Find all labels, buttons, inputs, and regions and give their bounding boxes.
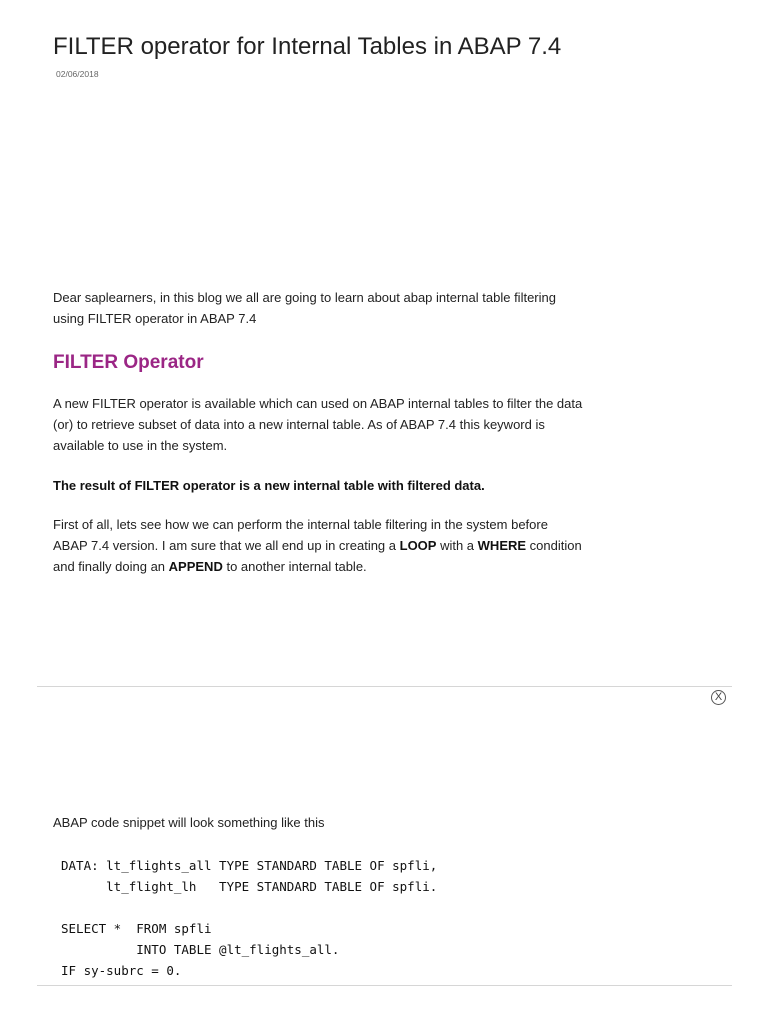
bold-note-text: The result of FILTER operator is a new internal table with filtered data.	[53, 478, 485, 493]
keyword-append: APPEND	[168, 559, 223, 574]
code-line: SELECT * FROM spfli	[61, 921, 212, 936]
description-paragraph: A new FILTER operator is available which can used on ABAP internal tables to filter the data (or) to retrieve subset of data into a new internal table. As of ABAP 7.4 this keyword is available to use in the system.	[53, 396, 583, 453]
post-date: 02/06/2018	[56, 69, 99, 79]
para2-text-2: with a	[436, 538, 478, 553]
keyword-where: WHERE	[477, 538, 527, 553]
code-line: IF sy-subrc = 0.	[61, 963, 182, 978]
page-title: FILTER operator for Internal Tables in ABAP 7.4	[53, 33, 562, 60]
intro-paragraph: Dear saplearners, in this blog we all are going to learn about abap internal table filtering using FILTER operator in ABAP 7.4	[53, 290, 556, 326]
code-snippet	[61, 855, 437, 981]
keyword-loop: LOOP	[399, 538, 437, 553]
ad-close-icon[interactable]: X	[711, 690, 726, 705]
section-heading: FILTER Operator	[53, 352, 204, 373]
code-intro: ABAP code snippet will look something like this	[53, 815, 325, 830]
code-line: INTO TABLE @lt_flights_all.	[61, 942, 340, 957]
bold-note	[53, 475, 583, 496]
para2-text-4: to another internal table.	[222, 559, 367, 574]
ad-divider-bottom	[37, 985, 732, 986]
ad-divider-top	[37, 686, 732, 687]
para2-text-1: First of all, lets see how we can perform the internal table filtering in the system before ABAP 7.4 version. I am sure that we all end up in creating a	[53, 517, 548, 553]
code-line: lt_flight_lh TYPE STANDARD TABLE OF spfli.	[61, 879, 438, 894]
code-line: DATA: lt_flights_all TYPE STANDARD TABLE OF spfli,	[61, 858, 438, 873]
para2-text-3: condition and finally doing an	[53, 538, 582, 574]
before-abap74-paragraph	[53, 514, 583, 577]
